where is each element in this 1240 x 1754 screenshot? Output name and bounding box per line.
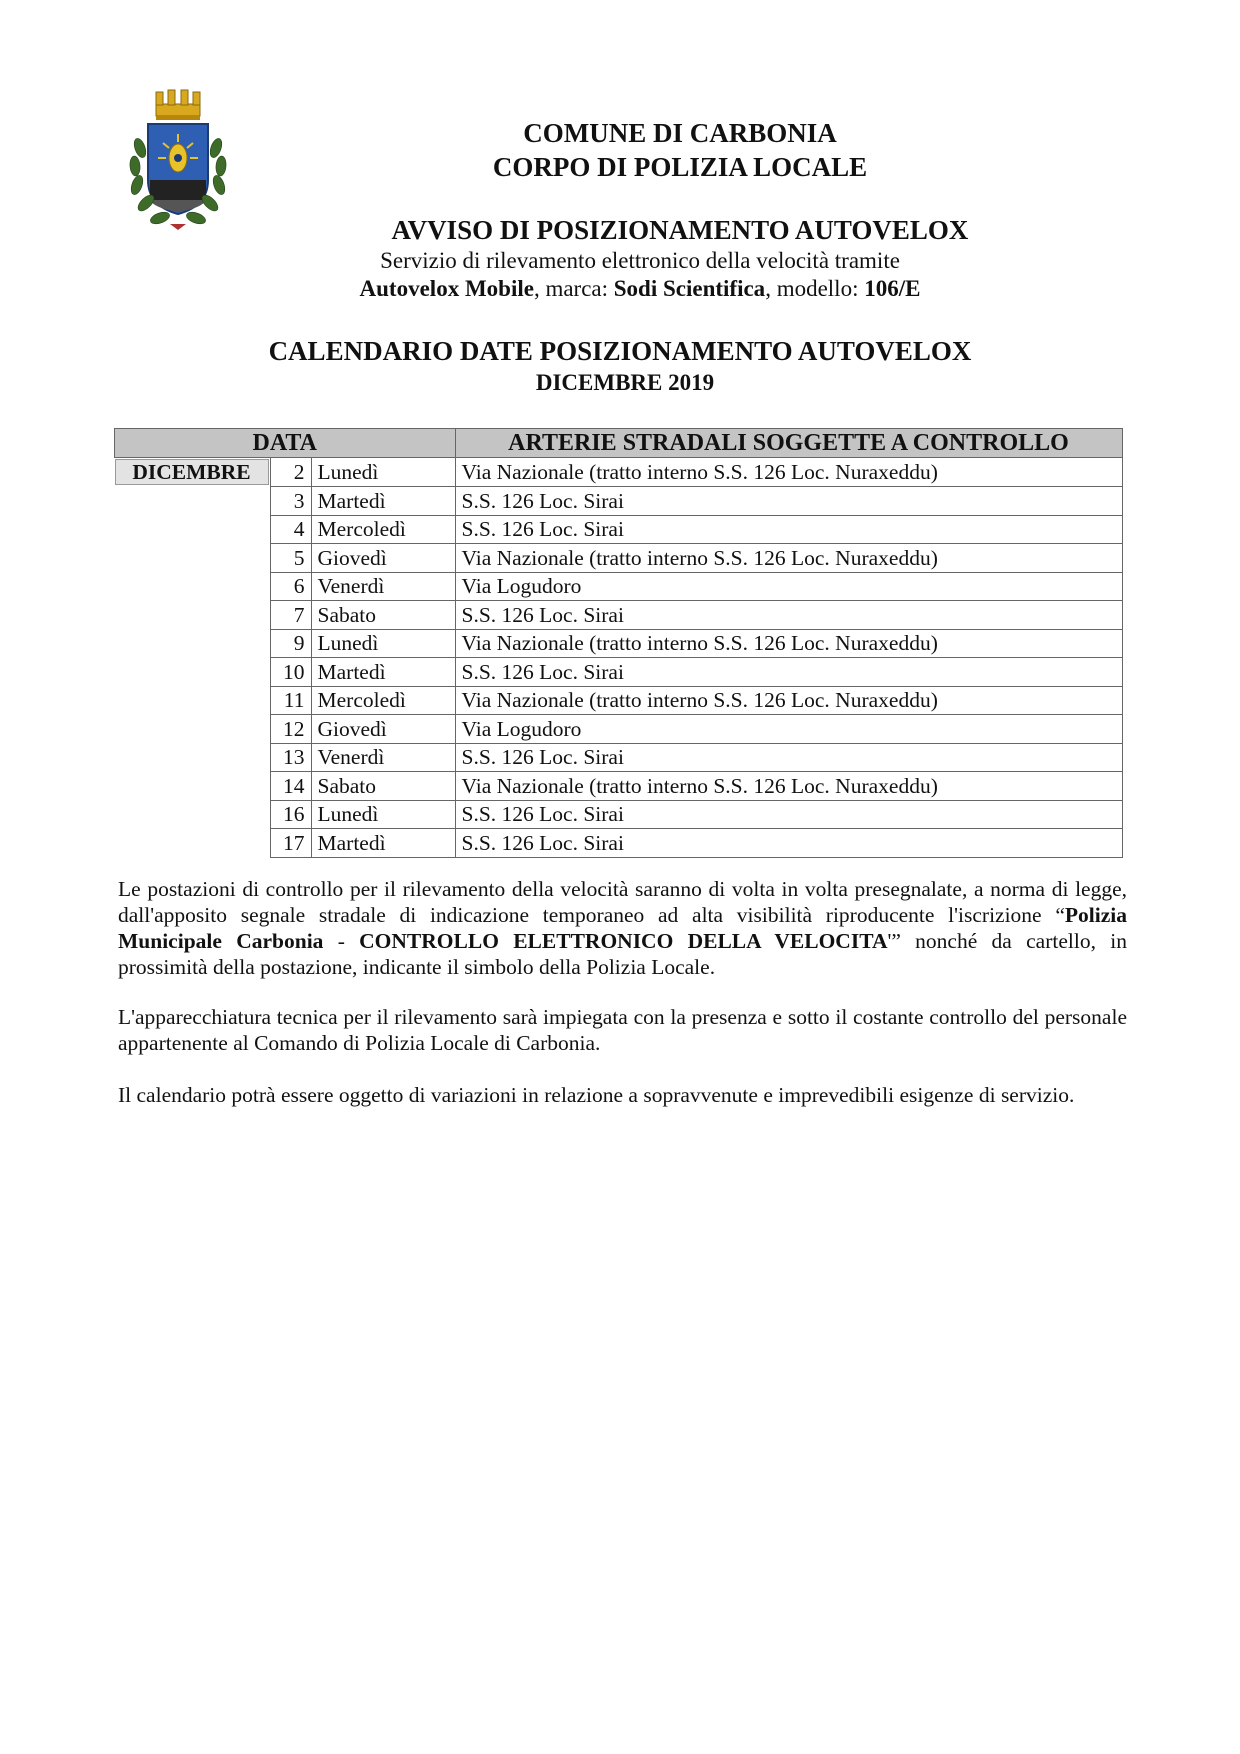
day-number-cell: 17 bbox=[270, 829, 311, 858]
calendar-month: DICEMBRE 2019 bbox=[535, 370, 715, 395]
road-cell: S.S. 126 Loc. Sirai bbox=[455, 487, 1122, 516]
weekday-cell: Giovedì bbox=[311, 544, 455, 573]
signage-text-control: CONTROLLO ELETTRONICO DELLA VELOCITA bbox=[359, 929, 888, 953]
table-row bbox=[115, 686, 1123, 715]
crown-icon bbox=[156, 90, 200, 120]
paragraph-signage-dash: - bbox=[323, 929, 360, 953]
month-cell bbox=[115, 544, 271, 573]
paragraph-variations: Il calendario potrà essere oggetto di variazioni in relazione a sopravvenute e imprevedibili esigenze di servizio. bbox=[118, 1083, 1075, 1107]
service-description: Servizio di rilevamento elettronico della velocità tramite bbox=[380, 248, 900, 273]
day-number-cell: 11 bbox=[270, 686, 311, 715]
road-cell: S.S. 126 Loc. Sirai bbox=[455, 829, 1122, 858]
month-cell bbox=[115, 458, 271, 487]
road-cell: S.S. 126 Loc. Sirai bbox=[455, 800, 1122, 829]
weekday-cell: Martedì bbox=[311, 487, 455, 516]
road-cell: Via Nazionale (tratto interno S.S. 126 Loc. Nuraxeddu) bbox=[455, 772, 1122, 801]
weekday-cell: Venerdì bbox=[311, 743, 455, 772]
paragraph-signage-text-b: '” nonché da cartello, in prossimità della postazione, indicante il simbolo della Polizia Locale. bbox=[118, 929, 1127, 979]
table-row bbox=[115, 515, 1123, 544]
column-header-date: DATA bbox=[115, 429, 456, 458]
day-number-cell: 5 bbox=[270, 544, 311, 573]
road-cell: S.S. 126 Loc. Sirai bbox=[455, 515, 1122, 544]
road-cell: Via Nazionale (tratto interno S.S. 126 Loc. Nuraxeddu) bbox=[455, 458, 1122, 487]
day-number-cell: 7 bbox=[270, 601, 311, 630]
weekday-cell: Mercoledì bbox=[311, 686, 455, 715]
weekday-cell: Martedì bbox=[311, 829, 455, 858]
paragraph-equipment: L'apparecchiatura tecnica per il rilevamento sarà impiegata con la presenza e sotto il costante controllo del personale appartenente al Comando di Polizia Locale di Carbonia. bbox=[118, 1005, 1127, 1055]
day-number-cell: 16 bbox=[270, 800, 311, 829]
month-cell bbox=[115, 772, 271, 801]
road-cell: Via Logudoro bbox=[455, 572, 1122, 601]
calendar-table bbox=[114, 428, 1123, 858]
weekday-cell: Sabato bbox=[311, 601, 455, 630]
road-cell: Via Nazionale (tratto interno S.S. 126 Loc. Nuraxeddu) bbox=[455, 544, 1122, 573]
day-number-cell: 3 bbox=[270, 487, 311, 516]
weekday-cell: Martedì bbox=[311, 658, 455, 687]
day-number-cell: 4 bbox=[270, 515, 311, 544]
table-row bbox=[115, 743, 1123, 772]
month-cell bbox=[115, 572, 271, 601]
day-number-cell: 6 bbox=[270, 572, 311, 601]
calendar-table-body bbox=[115, 458, 1123, 858]
month-cell bbox=[115, 487, 271, 516]
day-number-cell: 14 bbox=[270, 772, 311, 801]
device-description bbox=[20, 276, 1240, 302]
column-header-roads: ARTERIE STRADALI SOGGETTE A CONTROLLO bbox=[455, 429, 1122, 458]
weekday-cell: Venerdì bbox=[311, 572, 455, 601]
device-sep-model: , modello: bbox=[765, 276, 865, 301]
weekday-cell: Lunedì bbox=[311, 458, 455, 487]
table-row bbox=[115, 572, 1123, 601]
month-cell bbox=[115, 658, 271, 687]
table-row bbox=[115, 458, 1123, 487]
month-label: DICEMBRE bbox=[115, 459, 269, 485]
weekday-cell: Sabato bbox=[311, 772, 455, 801]
month-cell bbox=[115, 515, 271, 544]
day-number-cell: 13 bbox=[270, 743, 311, 772]
table-row bbox=[115, 487, 1123, 516]
day-number-cell: 2 bbox=[270, 458, 311, 487]
table-row bbox=[115, 715, 1123, 744]
device-type: Autovelox Mobile bbox=[359, 276, 534, 301]
device-model: 106/E bbox=[864, 276, 921, 301]
notice-title: AVVISO DI POSIZIONAMENTO AUTOVELOX bbox=[391, 215, 969, 245]
table-row bbox=[115, 629, 1123, 658]
month-cell bbox=[115, 743, 271, 772]
road-cell: Via Nazionale (tratto interno S.S. 126 Loc. Nuraxeddu) bbox=[455, 686, 1122, 715]
police-corps-title: CORPO DI POLIZIA LOCALE bbox=[492, 152, 868, 182]
device-brand: Sodi Scientifica bbox=[613, 276, 766, 301]
month-cell bbox=[115, 829, 271, 858]
road-cell: Via Nazionale (tratto interno S.S. 126 Loc. Nuraxeddu) bbox=[455, 629, 1122, 658]
month-cell bbox=[115, 715, 271, 744]
table-row bbox=[115, 829, 1123, 858]
municipality-title: COMUNE DI CARBONIA bbox=[523, 118, 837, 148]
road-cell: S.S. 126 Loc. Sirai bbox=[455, 601, 1122, 630]
signage-text-police: Polizia Municipale Carbonia bbox=[118, 903, 1127, 953]
month-cell bbox=[115, 629, 271, 658]
month-cell bbox=[115, 686, 271, 715]
table-row bbox=[115, 658, 1123, 687]
road-cell: Via Logudoro bbox=[455, 715, 1122, 744]
device-sep-brand: , marca: bbox=[533, 276, 614, 301]
table-row bbox=[115, 772, 1123, 801]
table-header-row bbox=[115, 429, 1123, 458]
weekday-cell: Lunedì bbox=[311, 800, 455, 829]
weekday-cell: Mercoledì bbox=[311, 515, 455, 544]
road-cell: S.S. 126 Loc. Sirai bbox=[455, 743, 1122, 772]
table-row bbox=[115, 601, 1123, 630]
day-number-cell: 10 bbox=[270, 658, 311, 687]
table-row bbox=[115, 544, 1123, 573]
road-cell: S.S. 126 Loc. Sirai bbox=[455, 658, 1122, 687]
weekday-cell: Lunedì bbox=[311, 629, 455, 658]
weekday-cell: Giovedì bbox=[311, 715, 455, 744]
calendar-title: CALENDARIO DATE POSIZIONAMENTO AUTOVELOX bbox=[268, 336, 972, 366]
paragraph-signage-text-a: Le postazioni di controllo per il rilevamento della velocità saranno di volta in volta presegnalate, a norma di legge, dall'apposito segnale stradale di indicazione temporaneo ad alta visibilità riproducente l'iscrizione “ bbox=[118, 877, 1127, 927]
month-cell bbox=[115, 601, 271, 630]
day-number-cell: 9 bbox=[270, 629, 311, 658]
day-number-cell: 12 bbox=[270, 715, 311, 744]
paragraph-signage bbox=[118, 876, 1127, 980]
month-cell bbox=[115, 800, 271, 829]
table-row bbox=[115, 800, 1123, 829]
